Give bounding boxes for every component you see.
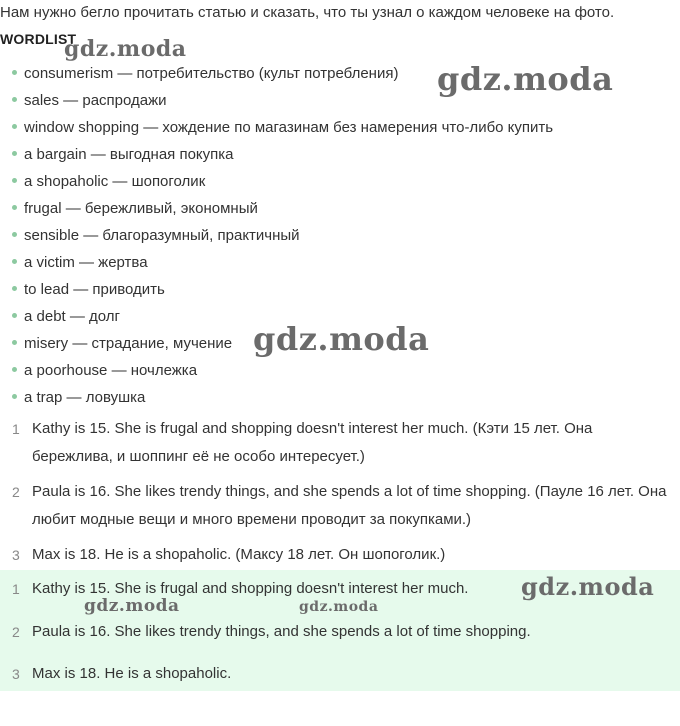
bullet-icon <box>12 313 17 318</box>
answer-text: Max is 18. He is a shopaholic. (Максу 18 лет. Он шопоголик.) <box>32 546 446 563</box>
bullet-icon <box>12 232 17 237</box>
wordlist-item: sensible — благоразумный, практичный <box>12 226 672 253</box>
watermark: gdz.moda <box>521 572 655 601</box>
bullet-icon <box>12 259 17 264</box>
wordlist-item: a victim — жертва <box>12 253 672 280</box>
watermark: gdz.moda <box>84 596 180 616</box>
answer-item <box>0 541 670 571</box>
wordlist-item: consumerism — потребительство (культ потребления) <box>12 64 672 91</box>
bullet-icon <box>12 286 17 291</box>
wordlist-item: to lead — приводить <box>12 280 672 307</box>
bullet-icon <box>12 367 17 372</box>
watermark: gdz.moda <box>299 599 379 615</box>
wordlist-item: frugal — бережливый, экономный <box>12 199 672 226</box>
watermark: gdz.moda <box>64 36 187 62</box>
answer-item <box>0 415 670 478</box>
summary-number: 3 <box>12 666 20 682</box>
wordlist-item: a shopaholic — шопоголик <box>12 172 672 199</box>
summary-item <box>0 664 680 684</box>
wordlist <box>12 64 672 415</box>
answer-text: Kathy is 15. She is frugal and shopping doesn't interest her much. (Кэти 15 лет. Она бережлива, и шоппинг её не особо интересует.) <box>32 420 593 465</box>
intro-text: Нам нужно бегло прочитать статью и сказать, что ты узнал о каждом человеке на фото. <box>0 4 615 21</box>
bullet-icon <box>12 340 17 345</box>
answer-number: 3 <box>12 547 20 563</box>
wordlist-item: a bargain — выгодная покупка <box>12 145 672 172</box>
watermark: gdz.moda <box>253 320 430 358</box>
bullet-icon <box>12 178 17 183</box>
wordlist-heading: WORDLIST <box>0 31 77 47</box>
summary-number: 1 <box>12 581 20 597</box>
bullet-icon <box>12 394 17 399</box>
answers-list <box>0 415 670 571</box>
wordlist-item: sales — распродажи <box>12 91 672 118</box>
wordlist-item: a poorhouse — ночлежка <box>12 361 672 388</box>
bullet-icon <box>12 97 17 102</box>
answer-number: 1 <box>12 421 20 437</box>
bullet-icon <box>12 151 17 156</box>
bullet-icon <box>12 205 17 210</box>
summary-text: Max is 18. He is a shopaholic. <box>32 665 232 682</box>
answer-text: Paula is 16. She likes trendy things, and she spends a lot of time shopping. (Пауле 16 лет. Она любит модные вещи и много времени проводит за покупками.) <box>32 483 667 528</box>
wordlist-item: a debt — долг <box>12 307 672 334</box>
bullet-icon <box>12 124 17 129</box>
summary-number: 2 <box>12 624 20 640</box>
answer-number: 2 <box>12 484 20 500</box>
summary-text: Kathy is 15. She is frugal and shopping doesn't interest her much. <box>32 580 469 597</box>
wordlist-item: misery — страдание, мучение <box>12 334 672 361</box>
wordlist-item: a trap — ловушка <box>12 388 672 415</box>
answer-item <box>0 478 670 541</box>
watermark: gdz.moda <box>437 60 614 98</box>
wordlist-item: window shopping — хождение по магазинам без намерения что-либо купить <box>12 118 672 145</box>
summary-item <box>0 622 680 642</box>
bullet-icon <box>12 70 17 75</box>
summary-text: Paula is 16. She likes trendy things, and she spends a lot of time shopping. <box>32 623 531 640</box>
